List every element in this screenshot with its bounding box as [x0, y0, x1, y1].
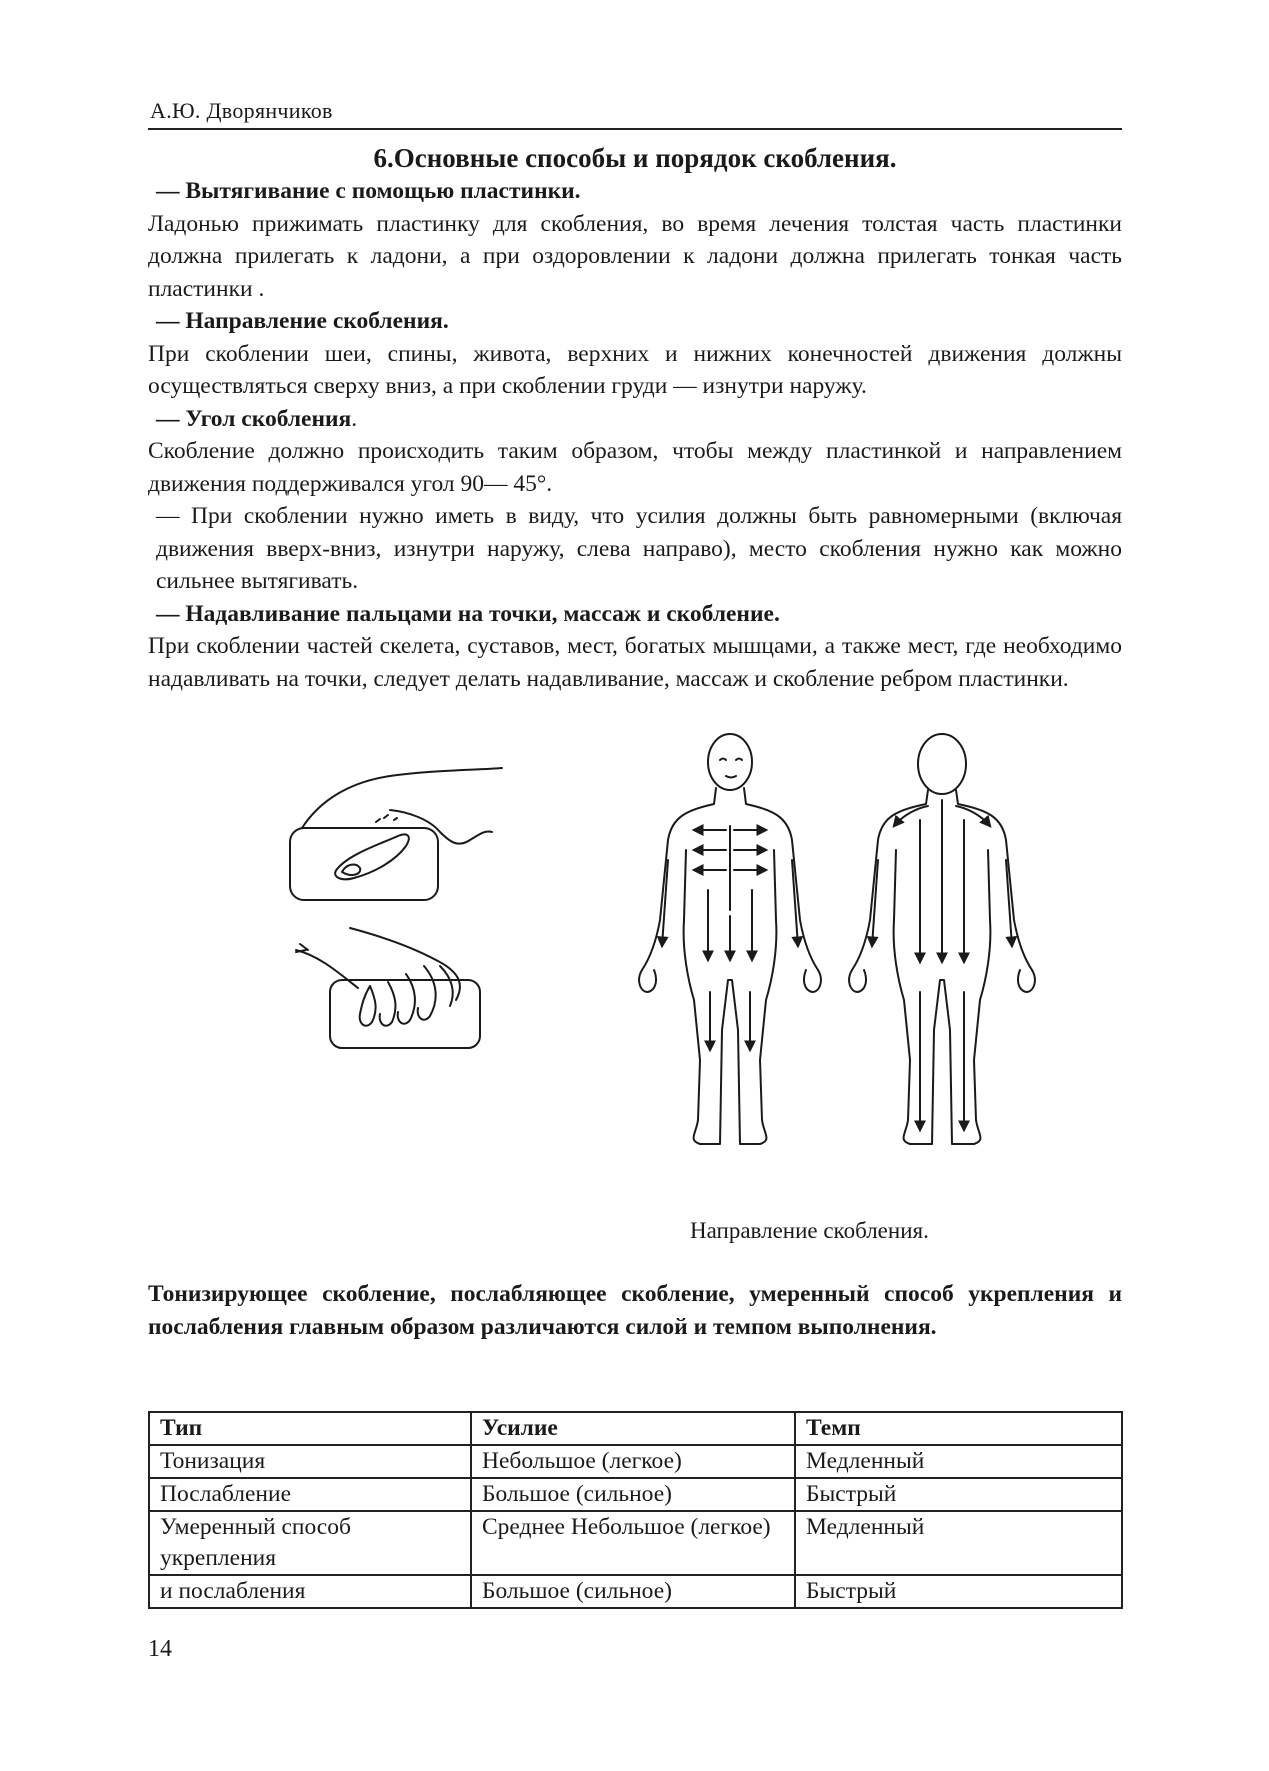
figure-caption: Направление скобления. — [690, 1218, 929, 1243]
subheading-direction: — Направление скобления. — [156, 308, 449, 334]
table-row — [149, 1478, 1122, 1511]
table-cell: Большое (сильное) — [471, 1478, 795, 1511]
table-header-row — [149, 1412, 1122, 1445]
table-cell: Быстрый — [795, 1575, 1122, 1608]
table-cell: Медленный — [795, 1445, 1122, 1478]
running-header-author: А.Ю. Дворянчиков — [150, 98, 333, 123]
column-header-tempo: Темп — [795, 1412, 1122, 1445]
column-header-effort: Усилие — [471, 1412, 795, 1445]
column-header-type: Тип — [149, 1412, 471, 1445]
subheading-plate-stretching: — Вытягивание с помощью пластинки. — [156, 178, 581, 204]
front-figure — [639, 734, 821, 1144]
table-cell: Тонизация — [149, 1445, 471, 1478]
table-row — [149, 1575, 1122, 1608]
table-cell: Послабление — [149, 1478, 471, 1511]
paragraph-plate-stretching: Ладонью прижимать пластинку для скобления, во время лечения толстая часть пластинки должна прилегать к ладони, а при оздоровлении к ладони должна прилегать тонкая часть пластинки . — [148, 210, 1122, 302]
paragraph-pressing: При скоблении частей скелета, суставов, мест, богатых мышцами, а также мест, где необходимо надавливать на точки, следует делать надавливание, массаж и скобление ребром пластинки. — [148, 633, 1122, 692]
table-cell: Быстрый — [795, 1478, 1122, 1511]
hand-plate-illustration — [280, 760, 530, 1070]
table-cell: Небольшое (легкое) — [471, 1445, 795, 1478]
table-cell: Умеренный способ укрепления — [149, 1511, 471, 1575]
summary-paragraph: Тонизирующее скобление, послабляющее скобление, умеренный способ укрепления и послабления главным образом различаются силой и темпом выполнения. — [148, 1281, 1122, 1340]
body-direction-diagram — [628, 730, 1078, 1170]
table-row — [149, 1445, 1122, 1478]
table-cell: и послабления — [149, 1575, 471, 1608]
paragraph-angle: Скобление должно происходить таким образом, чтобы между пластинкой и направлением движения поддерживался угол 90— 45°. — [148, 438, 1122, 497]
subheading-angle-text: — Угол скобления — [156, 405, 352, 432]
page-number: 14 — [148, 1636, 172, 1662]
back-figure — [849, 734, 1035, 1144]
section-body — [148, 141, 1122, 695]
paragraph-direction: При скоблении шеи, спины, живота, верхних и нижних конечностей движения должны осуществляться сверху вниз, а при скоблении груди — изнутри наружу. — [148, 340, 1122, 399]
subheading-angle — [148, 403, 1122, 436]
header-rule — [148, 128, 1122, 130]
table-cell: Большое (сильное) — [471, 1575, 795, 1608]
table-row — [149, 1511, 1122, 1575]
subheading-pressing: — Надавливание пальцами на точки, массаж и скобление. — [156, 600, 780, 627]
scraping-methods-table — [148, 1411, 1123, 1609]
table-cell: Среднее Небольшое (легкое) — [471, 1511, 795, 1575]
subheading-angle-period: . — [351, 405, 358, 432]
table-cell: Медленный — [795, 1511, 1122, 1575]
paragraph-uniform-effort: — При скоблении нужно иметь в виду, что усилия должны быть равномерными (включая движения вверх-вниз, изнутри наружу, слева направо), место скобления нужно как можно сильнее вытягивать. — [156, 503, 1122, 594]
section-title: 6.Основные способы и порядок скобления. — [373, 143, 897, 173]
